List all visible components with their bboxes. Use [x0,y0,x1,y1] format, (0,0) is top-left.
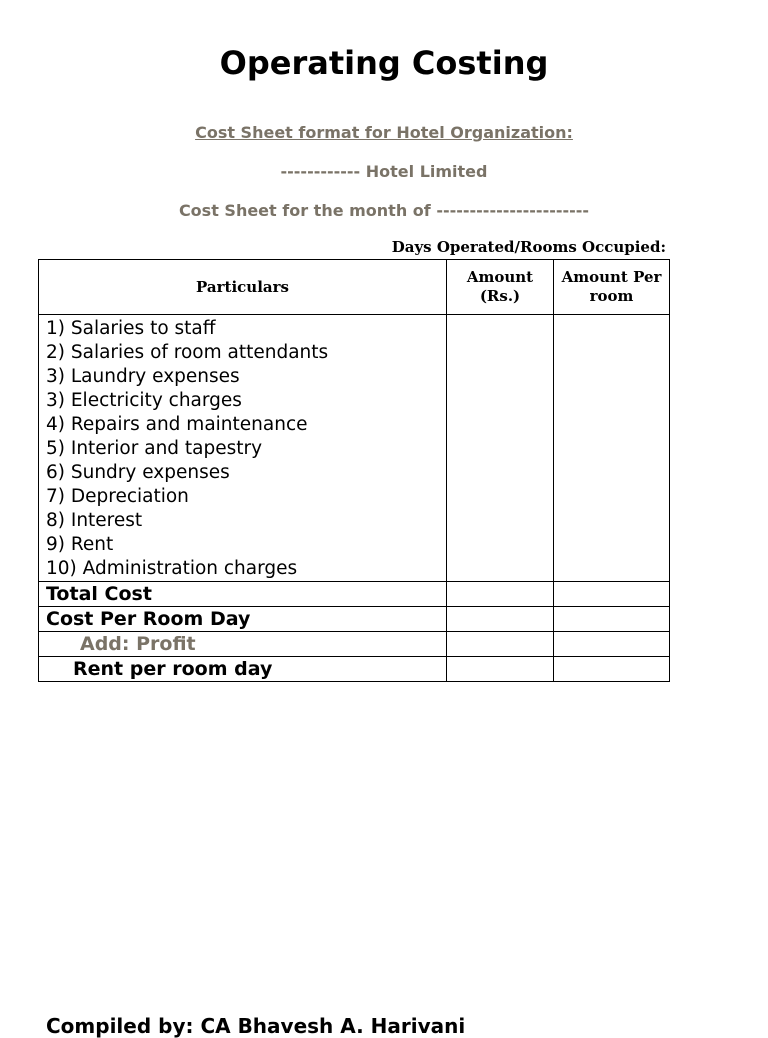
compiled-by-footer: Compiled by: CA Bhavesh A. Harivani [46,1014,466,1038]
expense-item: 3) Laundry expenses [46,366,240,387]
total-cost-row [39,582,670,607]
rent-per-room-day-label: Rent per room day [39,657,447,682]
page-title: Operating Costing [219,44,549,82]
add-profit-row [39,632,670,657]
expense-items-cell [39,315,447,582]
expense-item: 4) Repairs and maintenance [46,414,308,435]
expense-item: 6) Sundry expenses [46,462,230,483]
per-room-header-line1: Amount Per [561,268,662,286]
expense-item: 9) Rent [46,534,114,555]
expense-items-list [46,315,446,581]
particulars-header: Particulars [39,260,447,315]
per-room-header-line2: room [589,287,634,305]
rent-per-room-day-row [39,657,670,682]
amount-header-line1: Amount [466,268,534,286]
cost-per-room-day-row [39,607,670,632]
items-per-room-cell [554,315,670,582]
expense-item: 7) Depreciation [46,486,189,507]
total-cost-per-room-cell [554,582,670,607]
cost-sheet-table [38,259,670,682]
add-profit-amount-cell [447,632,554,657]
expense-item: 10) Administration charges [46,558,298,579]
items-row [39,315,670,582]
days-operated-label: Days Operated/Rooms Occupied: [391,238,666,256]
table-header-row [39,260,670,315]
rent-per-room-day-amount-cell [447,657,554,682]
rent-per-room-day-per-room-cell [554,657,670,682]
expense-item: 3) Electricity charges [46,390,242,411]
month-line: Cost Sheet for the month of ----------------------- [178,201,590,220]
company-line: ------------ Hotel Limited [280,162,488,181]
amount-header-line2: (Rs.) [479,287,521,305]
amount-header [447,260,554,315]
cost-sheet-subtitle: Cost Sheet format for Hotel Organization: [195,123,573,142]
expense-item: 8) Interest [46,510,143,531]
expense-item: 1) Salaries to staff [46,318,216,339]
total-cost-label: Total Cost [39,582,447,607]
add-profit-per-room-cell [554,632,670,657]
amount-per-room-header [554,260,670,315]
total-cost-amount-cell [447,582,554,607]
expense-item: 2) Salaries of room attendants [46,342,329,363]
items-amount-cell [447,315,554,582]
expense-item: 5) Interior and tapestry [46,438,263,459]
cost-per-room-day-per-room-cell [554,607,670,632]
add-profit-label: Add: Profit [39,632,447,657]
cost-per-room-day-label: Cost Per Room Day [39,607,447,632]
cost-per-room-day-amount-cell [447,607,554,632]
